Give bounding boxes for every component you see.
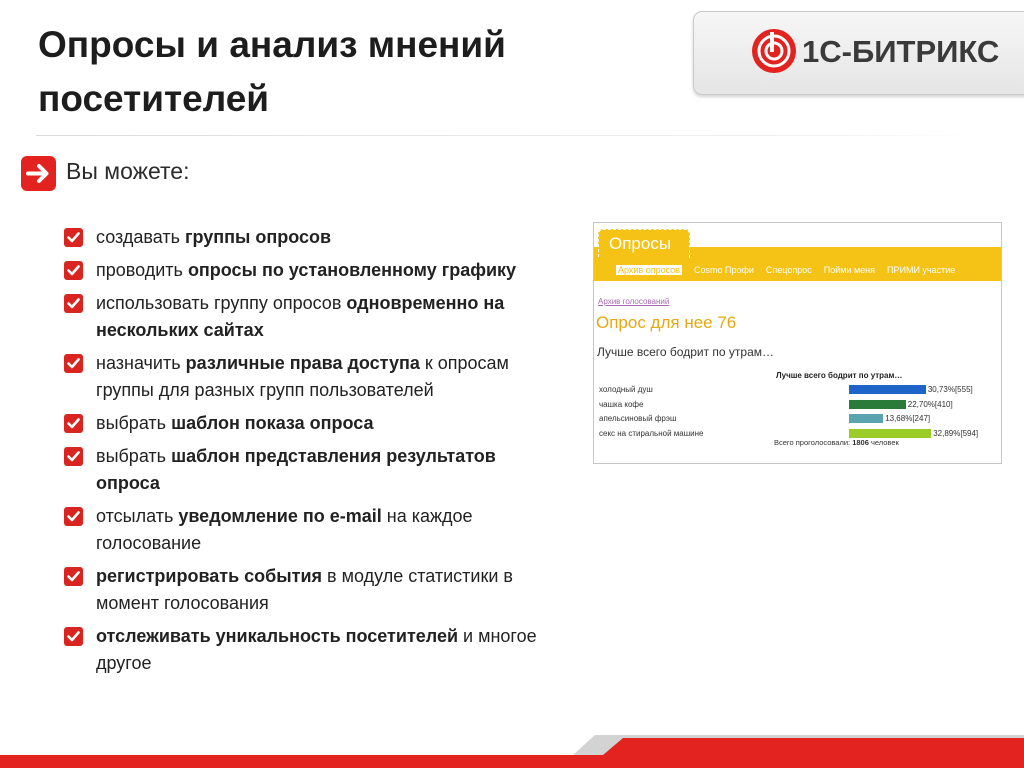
- feature-text: использовать группу опросов: [96, 293, 347, 313]
- poll-tab: [598, 229, 690, 258]
- feature-text: выбрать: [96, 413, 172, 433]
- poll-result-bar: [849, 385, 926, 394]
- feature-item: [62, 443, 552, 497]
- poll-result-percent: 32,89%: [933, 428, 961, 438]
- logo-panel: [693, 11, 1024, 95]
- logo-text: 1С-БИТРИКС: [802, 34, 1000, 69]
- feature-text: проводить: [96, 260, 188, 280]
- checkbox-checked-icon: [64, 567, 83, 586]
- poll-question: Лучше всего бодрит по утрам…: [597, 345, 775, 359]
- feature-text-bold: опросы по установленному графику: [187, 260, 517, 280]
- feature-item: [62, 350, 552, 404]
- poll-screenshot: [593, 222, 1002, 464]
- poll-result-percent: 13,68%: [885, 414, 913, 423]
- feature-text-bold: одновременно на нескольких сайтах: [96, 293, 505, 340]
- title-divider: [36, 135, 976, 136]
- feature-item: [62, 257, 552, 284]
- feature-text: выбрать: [96, 446, 172, 466]
- poll-tab-label: Опросы: [609, 234, 672, 253]
- feature-text: создавать: [96, 227, 185, 247]
- feature-text: отсылать: [96, 506, 179, 526]
- checkbox-checked-icon: [64, 294, 83, 313]
- poll-nav: [616, 265, 1001, 279]
- poll-option-label: апельсиновый фрэш: [599, 414, 677, 423]
- feature-list: [62, 224, 552, 683]
- page-title: [38, 18, 638, 126]
- title-line-2: посетителей: [38, 78, 270, 119]
- poll-result-percent: 30,73%: [927, 385, 955, 394]
- title-line-1: Опросы и анализ мнений: [38, 24, 506, 65]
- poll-result-pct: [908, 400, 953, 409]
- feature-text-bold: шаблон представления результатов опроса: [96, 446, 496, 493]
- poll-result-row: [599, 384, 999, 396]
- poll-results-title: Лучше всего бодрит по утрам…: [776, 371, 903, 380]
- feature-text-bold: различные права доступа: [185, 353, 420, 373]
- poll-result-bar: [849, 414, 883, 423]
- bitrix-logo-icon: [751, 28, 797, 74]
- poll-result-count: [594]: [960, 428, 979, 438]
- poll-nav-item[interactable]: Спецопрос: [765, 265, 812, 275]
- poll-result-count: [555]: [954, 385, 973, 394]
- checkbox-checked-icon: [64, 414, 83, 433]
- feature-text: на каждое голосование: [96, 506, 473, 553]
- feature-item: [62, 503, 552, 557]
- intro-text: Вы можете:: [66, 158, 190, 184]
- poll-result-pct: [928, 385, 973, 394]
- poll-breadcrumb: Архив голосований: [598, 297, 670, 306]
- poll-option-label: секс на стиральной машине: [599, 428, 704, 438]
- poll-result-row: [599, 413, 999, 425]
- checkbox-checked-icon: [64, 261, 83, 280]
- checkbox-checked-icon: [64, 228, 83, 247]
- feature-item: [62, 623, 552, 677]
- poll-result-count: [410]: [934, 399, 953, 409]
- footer-stripe: [0, 755, 1024, 768]
- feature-text-bold: регистрировать события: [96, 566, 323, 586]
- feature-text: назначить: [96, 353, 186, 373]
- feature-item: [62, 410, 552, 437]
- poll-result-count: [247]: [912, 414, 931, 423]
- poll-option-label: чашка кофе: [599, 399, 644, 409]
- feature-text-bold: группы опросов: [184, 227, 332, 247]
- poll-result-percent: 22,70%: [907, 399, 935, 409]
- feature-item: [62, 563, 552, 617]
- poll-option-label: холодный душ: [599, 385, 653, 394]
- poll-result-bar: [849, 429, 931, 438]
- footer-tab-shape: [573, 735, 1024, 755]
- checkbox-checked-icon: [64, 507, 83, 526]
- poll-result-pct: [885, 414, 930, 423]
- poll-result-pct: [933, 429, 978, 438]
- feature-text: к опросам группы для разных групп пользователей: [96, 353, 509, 400]
- feature-text: и многое другое: [96, 626, 537, 673]
- poll-nav-item[interactable]: ПРИМИ участие: [887, 265, 956, 275]
- feature-text-bold: отслеживать уникальность посетителей: [96, 626, 459, 646]
- feature-item: [62, 224, 552, 251]
- poll-heading: Опрос для нее 76: [596, 313, 737, 332]
- poll-total-unit: человек: [870, 438, 899, 447]
- poll-result-bar: [849, 400, 906, 409]
- poll-nav-item[interactable]: Архив опросов: [618, 265, 680, 275]
- feature-text-bold: уведомление по e-mail: [178, 506, 382, 526]
- checkbox-checked-icon: [64, 627, 83, 646]
- poll-nav-item[interactable]: Пойми меня: [823, 265, 876, 275]
- poll-total-value: 1806: [852, 438, 869, 447]
- poll-nav-item[interactable]: Cosmo Профи: [694, 265, 754, 275]
- feature-text-bold: шаблон показа опроса: [171, 413, 374, 433]
- poll-result-row: [599, 399, 999, 411]
- poll-total-label: Всего проголосовали:: [774, 438, 851, 447]
- feature-text: в модуле статистики в момент голосования: [96, 566, 513, 613]
- checkbox-checked-icon: [64, 354, 83, 373]
- arrow-right-icon: [21, 156, 56, 191]
- feature-item: [62, 290, 552, 344]
- poll-total: [774, 438, 899, 447]
- checkbox-checked-icon: [64, 447, 83, 466]
